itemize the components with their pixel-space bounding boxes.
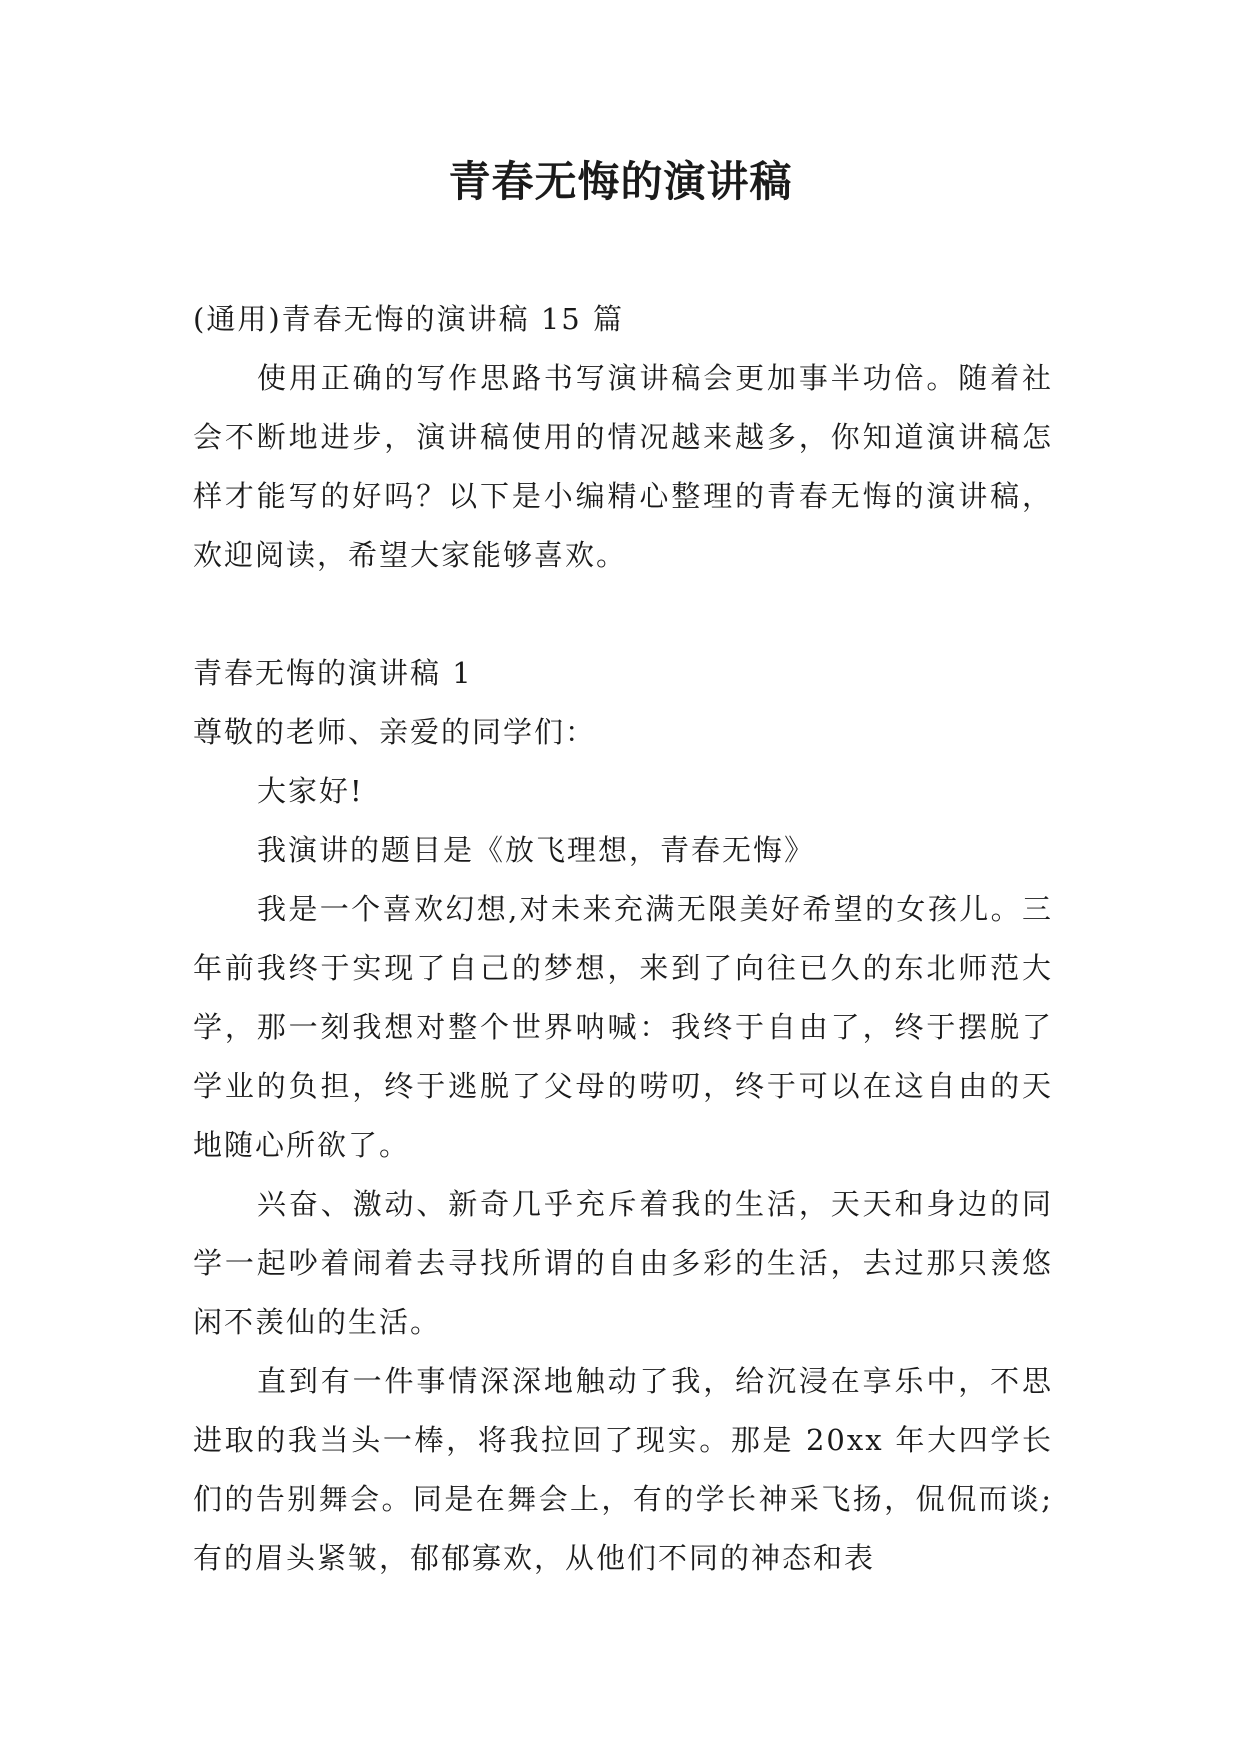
- intro-paragraph: 使用正确的写作思路书写演讲稿会更加事半功倍。随着社会不断地进步，演讲稿使用的情况越来越多，你知道演讲稿怎样才能写的好吗？以下是小编精心整理的青春无悔的演讲稿，欢迎阅读，希望大家能够喜欢。: [193, 361, 1053, 572]
- document-title: 青春无悔的演讲稿: [448, 157, 793, 206]
- document-body: [193, 290, 1053, 1588]
- salutation: 尊敬的老师、亲爱的同学们：: [193, 715, 597, 749]
- greeting: 大家好!: [257, 774, 364, 808]
- document-subtitle: (通用)青春无悔的演讲稿 15 篇: [193, 302, 624, 336]
- body-paragraph: 兴奋、激动、新奇几乎充斥着我的生活，天天和身边的同学一起吵着闹着去寻找所谓的自由多彩的生活，去过那只羡悠闲不羡仙的生活。: [193, 1187, 1053, 1339]
- paragraph-spacer: [193, 585, 1053, 644]
- body-paragraph: 我是一个喜欢幻想,对未来充满无限美好希望的女孩儿。三年前我终于实现了自己的梦想，来到了向往已久的东北师范大学，那一刻我想对整个世界呐喊：我终于自由了，终于摆脱了学业的负担，终于逃脱了父母的唠叨，终于可以在这自由的天地随心所欲了。: [193, 892, 1053, 1162]
- body-paragraph: 直到有一件事情深深地触动了我，给沉浸在享乐中，不思进取的我当头一棒，将我拉回了现实。那是 20xx 年大四学长们的告别舞会。同是在舞会上，有的学长神采飞扬，侃侃而谈;有的眉头紧皱，郁郁寡欢，从他们不同的神态和表: [193, 1364, 1053, 1575]
- speech-topic: 我演讲的题目是《放飞理想，青春无悔》: [257, 833, 816, 867]
- section-heading: 青春无悔的演讲稿 1: [193, 656, 473, 690]
